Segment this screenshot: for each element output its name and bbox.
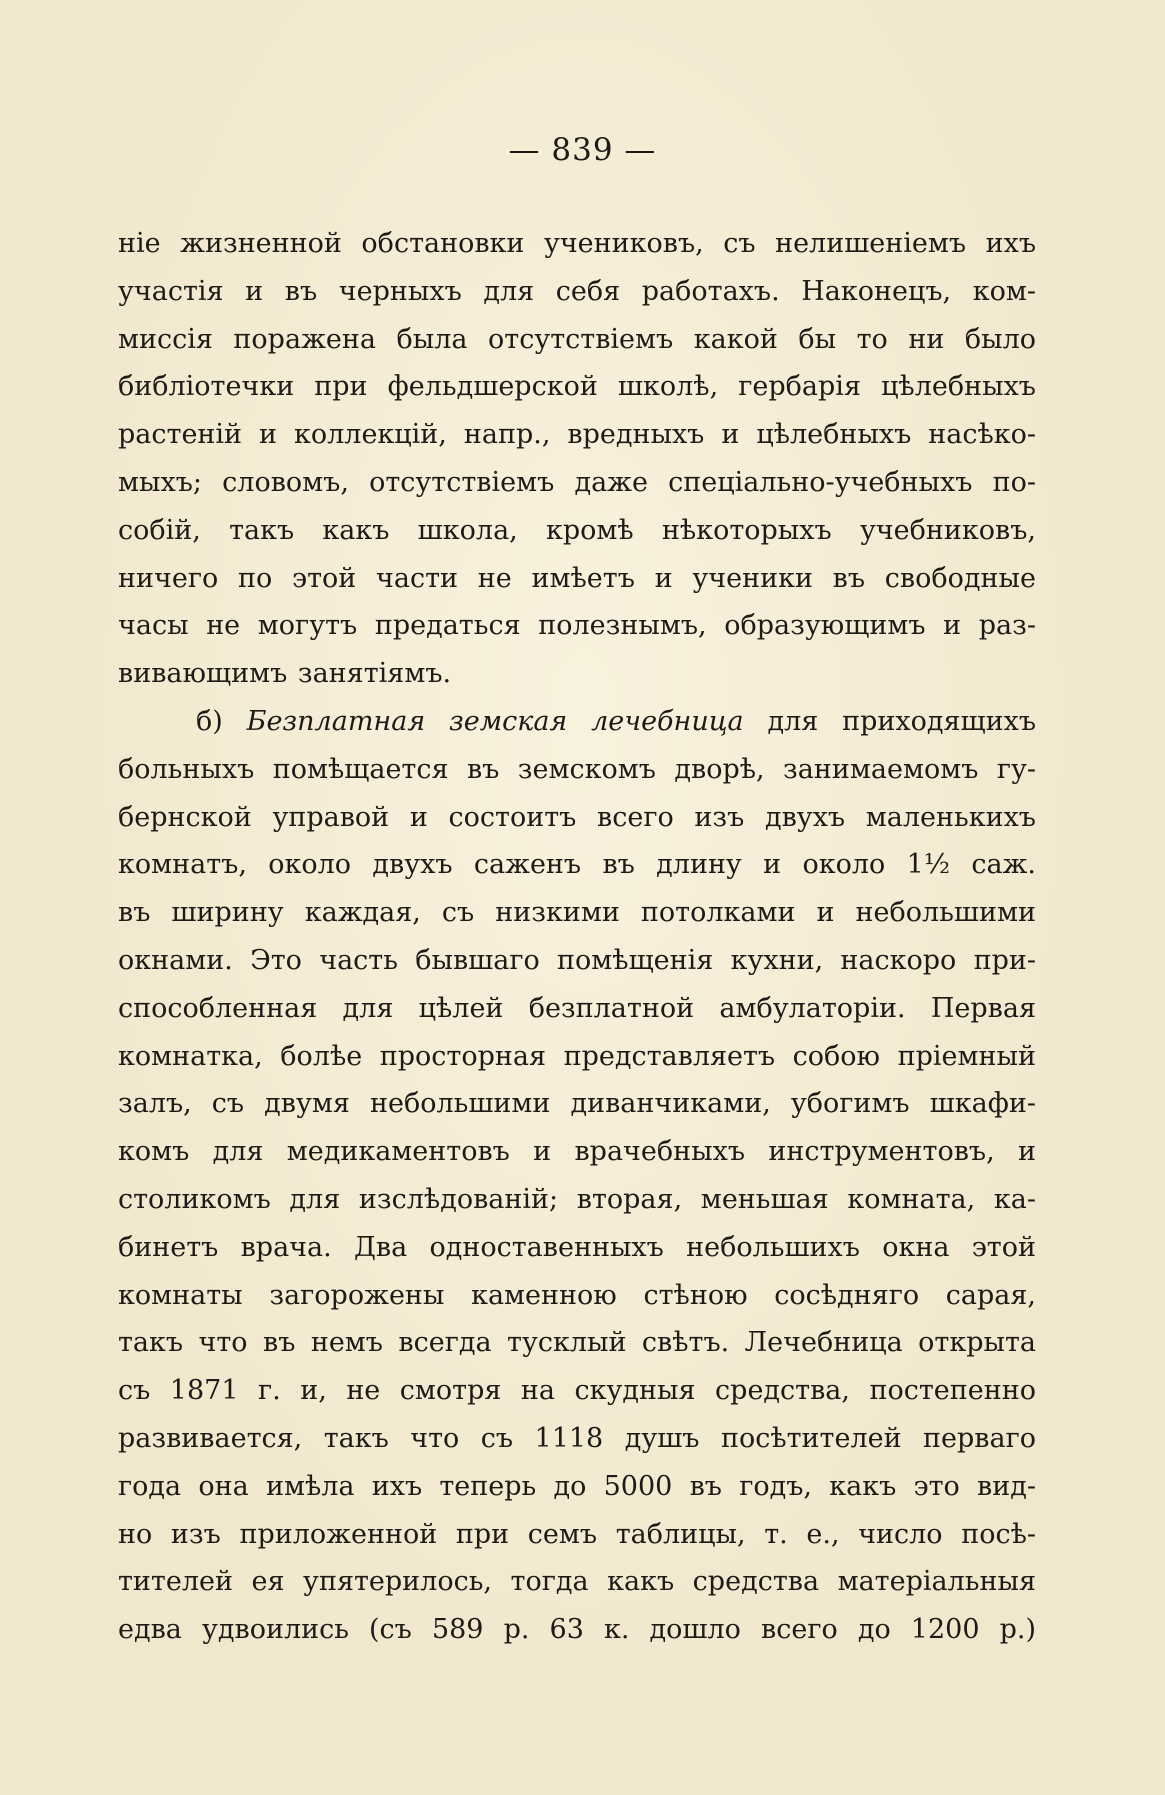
- text-line: ничего по этой части не имѣетъ и ученики въ свободные: [118, 562, 1036, 594]
- text-line: вивающимъ занятіямъ.: [118, 658, 452, 690]
- text-line: миссія поражена была отсутствіемъ какой бы то ни было: [118, 323, 1036, 355]
- text-line: способленная для цѣлей безплатной амбулаторіи. Первая: [118, 992, 1036, 1024]
- text-line: собій, такъ какъ школа, кромѣ нѣкоторыхъ учебниковъ,: [118, 514, 1036, 546]
- text-line: растеній и коллекцій, напр., вредныхъ и цѣлебныхъ насѣко-: [118, 419, 1036, 451]
- text-line: больныхъ помѣщается въ земскомъ дворѣ, занимаемомъ гу-: [118, 753, 1036, 785]
- text-line: залъ, съ двумя небольшими диванчиками, убогимъ шкафи-: [118, 1088, 1036, 1120]
- text-line: въ ширину каждая, съ низкими потолками и небольшими: [118, 897, 1036, 929]
- text-line: тителей ея упятерилось, тогда какъ средства матеріальныя: [118, 1566, 1036, 1598]
- text-line: но изъ приложенной при семъ таблицы, т. е., число посѣ-: [118, 1518, 1036, 1550]
- text-line: комнатъ, около двухъ саженъ въ длину и около 1½ саж.: [118, 849, 1036, 881]
- text-line: ніе жизненной обстановки учениковъ, съ нелишеніемъ ихъ: [118, 228, 1036, 259]
- text-line: участія и въ черныхъ для себя работахъ. Наконецъ, ком-: [118, 275, 1036, 307]
- text-line: года она имѣла ихъ теперь до 5000 въ годъ, какъ это вид-: [118, 1470, 1036, 1502]
- text-line: мыхъ; словомъ, отсутствіемъ даже спеціально-учебныхъ по-: [118, 466, 1036, 498]
- text-line: комнаты загорожены каменною стѣною сосѣдняго сарая,: [118, 1279, 1036, 1311]
- text-line: такъ что въ немъ всегда тусклый свѣтъ. Лечебница открыта: [118, 1327, 1036, 1359]
- text-line: часы не могутъ предаться полезнымъ, образующимъ и раз-: [118, 610, 1036, 642]
- section-b-marker: б): [196, 705, 223, 737]
- text-line: едва удвоились (съ 589 р. 63 к. дошло всего до 1200 р.): [118, 1614, 1036, 1646]
- text-line: комнатка, болѣе просторная представляетъ собою пріемный: [118, 1040, 1036, 1072]
- section-b-heading-line: [118, 698, 1036, 746]
- section-b-title: Безплатная земская лечебница: [246, 705, 744, 737]
- text-line: столикомъ для изслѣдованій; вторая, меньшая комната, ка-: [118, 1183, 1036, 1215]
- page-number: — 839 —: [508, 132, 657, 168]
- text-line: окнами. Это часть бывшаго помѣщенія кухни, наскоро при-: [118, 944, 1036, 976]
- text-line: бернской управой и состоитъ всего изъ двухъ маленькихъ: [118, 801, 1036, 833]
- text-line: съ 1871 г. и, не смотря на скудныя средства, постепенно: [118, 1375, 1036, 1407]
- text-line: развивается, такъ что съ 1118 душъ посѣтителей перваго: [118, 1422, 1036, 1454]
- text-line: библіотечки при фельдшерской школѣ, гербарія цѣлебныхъ: [118, 371, 1036, 403]
- section-b-first-rest: для приходящихъ: [767, 705, 1037, 737]
- text-line: бинетъ врача. Два одноставенныхъ небольшихъ окна этой: [118, 1231, 1036, 1263]
- text-line: комъ для медикаментовъ и врачебныхъ инструментовъ, и: [118, 1136, 1036, 1168]
- body-text: [118, 220, 1036, 1654]
